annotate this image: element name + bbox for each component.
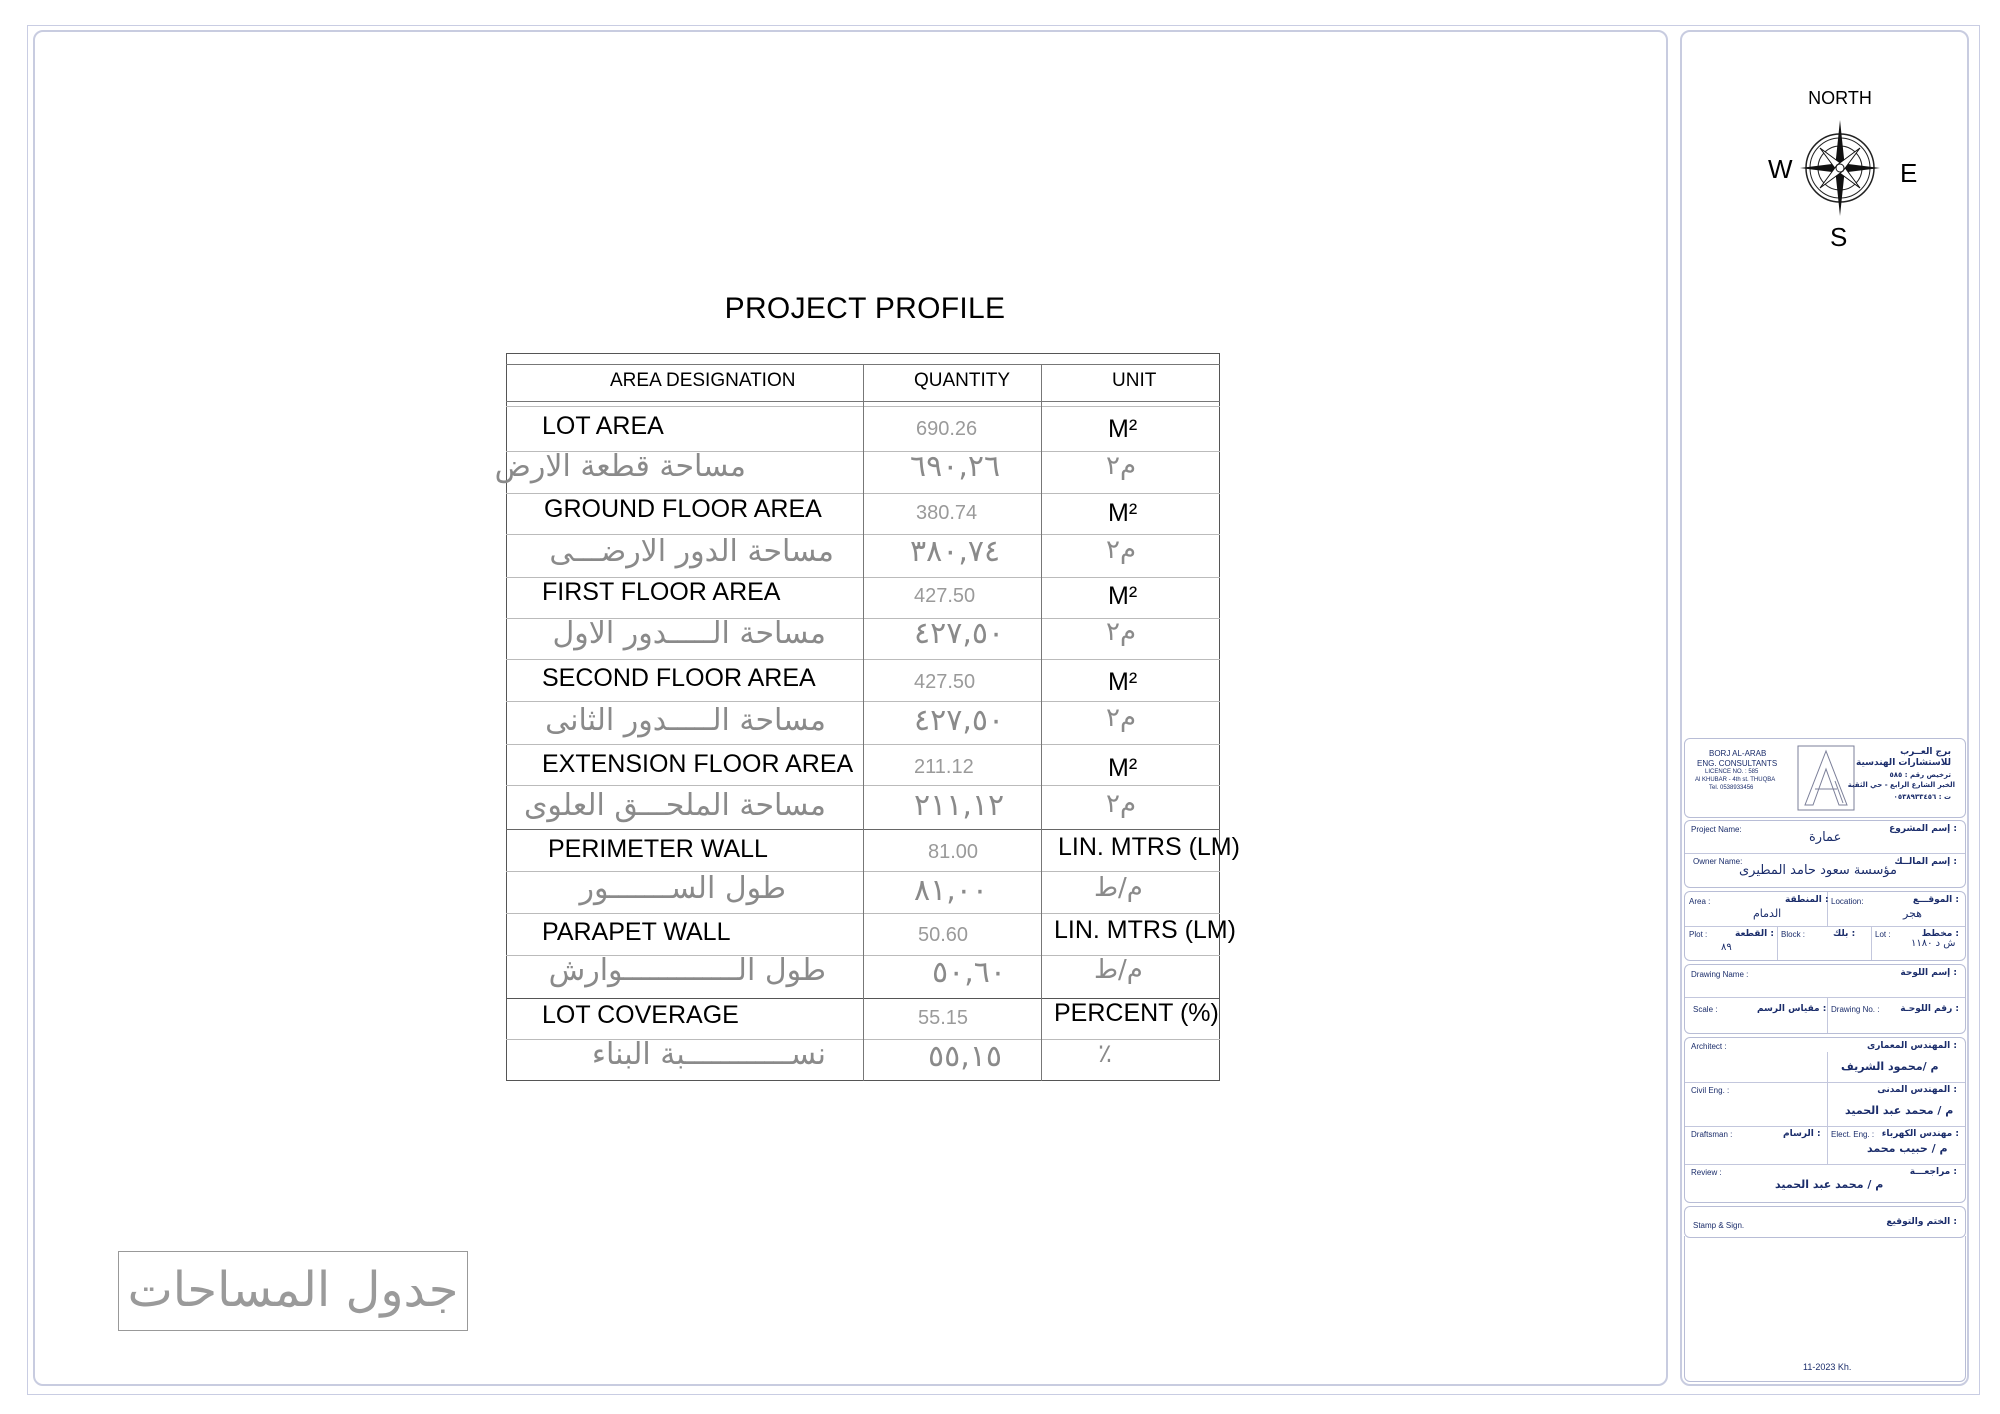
row-extension-floor-label: EXTENSION FLOOR AREA (542, 750, 854, 778)
row-perimeter-wall-label-ar: طول الســـــــور (579, 871, 786, 906)
project-owner-box (1684, 820, 1966, 888)
row-lot-coverage-qty-ar: ٥٥,١٥ (928, 1039, 1002, 1074)
project-profile-table (494, 353, 1240, 1081)
row-first-floor-unit: M² (1108, 582, 1138, 610)
header-unit: UNIT (1112, 370, 1157, 391)
header-quantity: QUANTITY (914, 370, 1011, 391)
row-parapet-wall-label-ar: طول الـــــــــــــوارش (548, 953, 826, 988)
area-schedule-stamp-text: جدول المساحات (127, 1262, 459, 1318)
row-extension-floor-unit: M² (1108, 754, 1138, 782)
company-address-ar: الخبر الشارع الرابع - حي الثقبة (1847, 781, 1955, 789)
row-second-floor-unit-ar: م٢ (1106, 703, 1137, 733)
stamp-sign-box (1684, 1206, 1966, 1238)
company-logo-icon (1797, 745, 1855, 811)
row-parapet-wall-unit: LIN. MTRS (LM) (1054, 916, 1236, 944)
row-extension-floor-label-ar: مساحة الملحـــق العلوى (523, 788, 826, 823)
area-label-ar: المنطقة : (1785, 895, 1829, 905)
scale-label: Scale : (1693, 1005, 1718, 1014)
company-en-line1: BORJ AL-ARAB (1709, 749, 1767, 758)
row-perimeter-wall-unit-ar: م/ط (1094, 873, 1143, 903)
row-extension-floor-qty-ar: ٢١١,١٢ (914, 788, 1005, 823)
row-second-floor-qty-ar: ٤٢٧,٥٠ (914, 703, 1005, 738)
row-perimeter-wall-unit: LIN. MTRS (LM) (1058, 833, 1240, 861)
drawing-no-label-ar: رقم اللوحـة : (1900, 1004, 1959, 1014)
row-parapet-wall-qty-ar: ٥٠,٦٠ (932, 955, 1006, 990)
row-first-floor-qty: 427.50 (914, 585, 976, 607)
stamp-area (1684, 1236, 1966, 1382)
compass-north-label: NORTH (1808, 88, 1872, 108)
plot-label-ar: القطعة : (1735, 929, 1774, 939)
row-second-floor-unit: M² (1108, 668, 1138, 696)
owner-name-label-ar: إسم المالــك : (1894, 857, 1957, 867)
row-second-floor-label-ar: مساحة الـــــدور الثانى (545, 703, 826, 738)
lot-label: Lot : (1875, 930, 1891, 939)
project-name-label-ar: إسم المشروع : (1889, 824, 1957, 834)
row-extension-floor-unit-ar: م٢ (1106, 789, 1137, 819)
drawing-name-label-ar: إسم اللوحة : (1900, 968, 1957, 978)
architect-value: م /محمود الشريف (1841, 1060, 1939, 1073)
architect-label: Architect : (1691, 1042, 1727, 1051)
company-tel: Tel. 0538933456 (1709, 785, 1754, 791)
plot-label: Plot : (1689, 930, 1708, 939)
row-lot-coverage-unit: PERCENT (%) (1054, 999, 1219, 1027)
row-first-floor-label: FIRST FLOOR AREA (542, 578, 781, 606)
row-parapet-wall-label: PARAPET WALL (542, 918, 731, 946)
row-extension-floor-qty: 211.12 (914, 756, 974, 778)
row-second-floor-label: SECOND FLOOR AREA (542, 664, 816, 692)
area-value: الدمام (1753, 907, 1782, 920)
elect-eng-label: Elect. Eng. : (1831, 1130, 1875, 1139)
site-info-box (1684, 891, 1966, 961)
header-area-designation: AREA DESIGNATION (610, 370, 796, 391)
row-perimeter-wall-label: PERIMETER WALL (548, 835, 768, 863)
drawing-name-label: Drawing Name : (1691, 970, 1749, 979)
company-address: Al KHUBAR - 4th st. THUQBA (1695, 777, 1776, 783)
owner-name-label: Owner Name: (1693, 857, 1743, 866)
project-name-label: Project Name: (1691, 825, 1742, 834)
row-lot-coverage-qty: 55.15 (918, 1007, 969, 1029)
issue-date: 11-2023 Kh. (1803, 1362, 1852, 1372)
row-lot-area-unit: M² (1108, 415, 1138, 443)
row-parapet-wall-qty: 50.60 (918, 924, 969, 946)
company-licence: LICENCE NO. : 585 (1705, 769, 1759, 775)
plot-value: ٨٩ (1721, 942, 1732, 953)
row-lot-coverage-label-ar: نســــــــــــبة البناء (591, 1037, 826, 1072)
location-value: هجر (1903, 907, 1922, 920)
row-parapet-wall-unit-ar: م/ط (1094, 955, 1143, 985)
location-label-ar: الموقـــع : (1912, 895, 1959, 905)
row-first-floor-unit-ar: م٢ (1106, 617, 1137, 647)
location-label: Location: (1831, 897, 1864, 906)
elect-eng-label-ar: مهندس الكهرباء : (1881, 1129, 1959, 1139)
company-ar-line2: للاستشارات الهندسية (1856, 758, 1951, 768)
company-licence-ar: ترخيص رقم : ٥٨٥ (1889, 771, 1951, 779)
review-value: م / محمد عبد الحميد (1775, 1178, 1884, 1191)
area-label: Area : (1689, 897, 1711, 906)
company-en-line2: ENG. CONSULTANTS (1697, 759, 1778, 768)
compass-south-label: S (1830, 222, 1848, 252)
drawing-no-label: Drawing No. : (1831, 1005, 1880, 1014)
civil-eng-value: م / محمد عبد الحميد (1845, 1104, 1954, 1117)
compass-west-label: W (1768, 154, 1793, 184)
row-lot-area-label: LOT AREA (542, 412, 664, 440)
lot-value: ش د ١١٨٠ (1911, 938, 1956, 949)
scale-label-ar: مقياس الرسم : (1757, 1004, 1827, 1014)
north-arrow-compass (1760, 88, 1920, 258)
row-lot-coverage-unit-ar: ٪ (1098, 1039, 1112, 1069)
row-lot-coverage-label: LOT COVERAGE (542, 1001, 739, 1029)
stamp-sign-label: Stamp & Sign. (1693, 1221, 1745, 1230)
row-lot-area-qty-ar: ٦٩٠,٢٦ (910, 449, 1001, 484)
drawing-info-box (1684, 964, 1966, 1034)
draftsman-label-ar: الرسام : (1783, 1129, 1821, 1139)
row-lot-area-unit-ar: م٢ (1106, 451, 1137, 481)
company-box (1684, 738, 1966, 818)
row-ground-floor-label: GROUND FLOOR AREA (544, 495, 822, 523)
area-schedule-stamp (118, 1251, 468, 1331)
row-ground-floor-qty: 380.74 (916, 502, 978, 524)
owner-name-value: مؤسسة سعود حامد المطيرى (1739, 863, 1898, 878)
compass-east-label: E (1900, 158, 1918, 188)
lot-label-ar: مخطط : (1921, 929, 1959, 939)
row-perimeter-wall-qty: 81.00 (928, 841, 979, 863)
block-label: Block : (1781, 930, 1806, 939)
review-label-ar: مراجعـــة : (1909, 1167, 1957, 1177)
review-label: Review : (1691, 1168, 1722, 1177)
civil-eng-label: Civil Eng. : (1691, 1086, 1730, 1095)
row-first-floor-qty-ar: ٤٢٧,٥٠ (914, 616, 1005, 651)
row-ground-floor-qty-ar: ٣٨٠,٧٤ (910, 534, 1001, 569)
row-perimeter-wall-qty-ar: ٨١,٠٠ (914, 873, 988, 908)
stamp-sign-label-ar: الختم والتوقيع : (1886, 1217, 1957, 1227)
company-ar-line1: برج العــرب (1900, 747, 1951, 757)
row-ground-floor-unit: M² (1108, 499, 1138, 527)
elect-eng-value: م / حبيب محمد (1867, 1142, 1948, 1155)
architect-label-ar: المهندس المعمارى : (1866, 1041, 1957, 1051)
project-name-value: عمارة (1809, 830, 1842, 845)
compass-rose-icon (1800, 118, 1880, 218)
row-ground-floor-unit-ar: م٢ (1106, 535, 1137, 565)
row-lot-area-qty: 690.26 (916, 418, 978, 440)
row-first-floor-label-ar: مساحة الـــــدور الاول (552, 616, 826, 651)
row-lot-area-label-ar: مساحة قطعة الارض (494, 449, 746, 484)
draftsman-label: Draftsman : (1691, 1130, 1733, 1139)
block-label-ar: بلك : (1833, 929, 1856, 939)
row-ground-floor-label-ar: مساحة الدور الارضـــى (549, 534, 834, 569)
project-profile-title: PROJECT PROFILE (724, 292, 1006, 325)
company-tel-ar: ت : ٠٥٣٨٩٣٣٤٥٦ (1893, 793, 1951, 801)
engineers-box (1684, 1037, 1966, 1203)
civil-eng-label-ar: المهندس المدنى : (1877, 1085, 1957, 1095)
row-second-floor-qty: 427.50 (914, 671, 976, 693)
